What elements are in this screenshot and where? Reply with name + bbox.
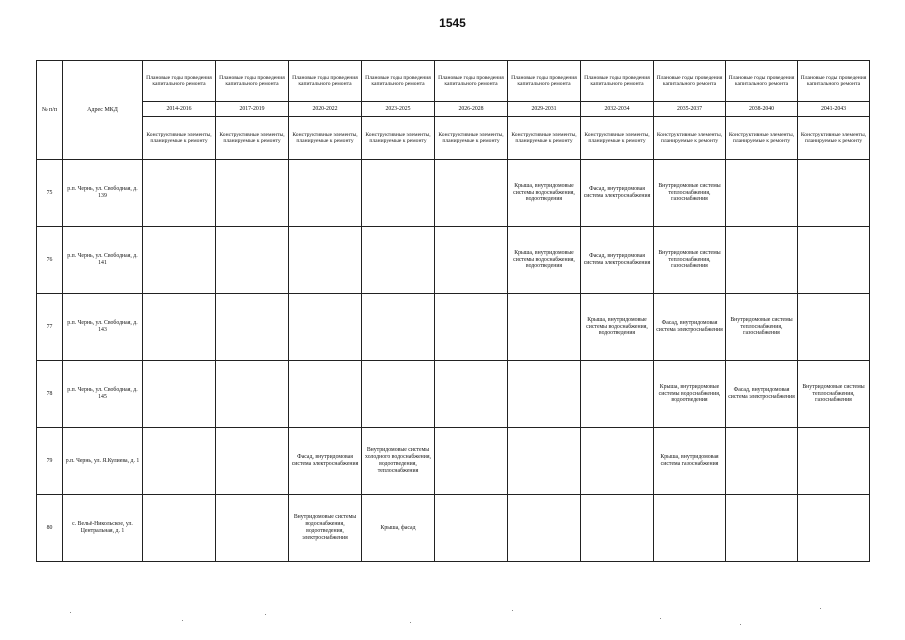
repair-elements-cell — [726, 160, 798, 227]
column-header-period: 2014-2016 — [143, 102, 216, 117]
repair-elements-cell: Фасад, внутридомовая система электроснабжения — [726, 361, 798, 428]
repair-elements-cell — [581, 495, 654, 562]
repair-elements-cell — [654, 495, 726, 562]
column-header-period: 2017-2019 — [216, 102, 289, 117]
repair-elements-cell — [581, 361, 654, 428]
repair-elements-cell — [435, 294, 508, 361]
column-header-planned-years: Плановые годы проведения капитального ремонта — [654, 61, 726, 102]
column-header-planned-years: Плановые годы проведения капитального ремонта — [362, 61, 435, 102]
column-header-elements: Конструктивные элементы, планируемые к ремонту — [508, 117, 581, 160]
column-header-planned-years: Плановые годы проведения капитального ремонта — [143, 61, 216, 102]
repair-schedule-table — [36, 60, 870, 562]
repair-elements-cell — [435, 227, 508, 294]
repair-elements-cell — [216, 227, 289, 294]
repair-elements-cell: Крыша, внутридомовые системы водоснабжения, водоотведения — [508, 227, 581, 294]
column-header-planned-years: Плановые годы проведения капитального ремонта — [216, 61, 289, 102]
column-header-period: 2026-2028 — [435, 102, 508, 117]
repair-elements-cell — [435, 428, 508, 495]
column-header-period: 2038-2040 — [726, 102, 798, 117]
scan-specks — [0, 600, 905, 630]
column-header-elements: Конструктивные элементы, планируемые к ремонту — [216, 117, 289, 160]
column-header-elements: Конструктивные элементы, планируемые к ремонту — [435, 117, 508, 160]
repair-elements-cell — [216, 495, 289, 562]
repair-elements-cell: Фасад, внутридомовая система электроснабжения — [581, 227, 654, 294]
repair-elements-cell — [435, 495, 508, 562]
column-header-planned-years: Плановые годы проведения капитального ремонта — [435, 61, 508, 102]
repair-elements-cell — [143, 428, 216, 495]
repair-elements-cell — [726, 227, 798, 294]
column-header-number: № п/п — [37, 61, 63, 160]
table-row — [37, 428, 870, 495]
repair-elements-cell: Фасад, внутридомовая система электроснабжения — [289, 428, 362, 495]
row-number: 76 — [37, 227, 63, 294]
column-header-elements: Конструктивные элементы, планируемые к ремонту — [798, 117, 870, 160]
repair-elements-cell — [289, 361, 362, 428]
row-number: 77 — [37, 294, 63, 361]
repair-elements-cell: Фасад, внутридомовая система электроснабжения — [581, 160, 654, 227]
row-address: р.п. Чернь, ул. Я.Кулиева, д. 1 — [63, 428, 143, 495]
repair-elements-cell — [143, 227, 216, 294]
table-body — [37, 160, 870, 562]
row-address: р.п. Чернь, ул. Свободная, д. 141 — [63, 227, 143, 294]
repair-elements-cell: Фасад, внутридомовая система электроснабжения — [654, 294, 726, 361]
repair-elements-cell — [726, 495, 798, 562]
repair-elements-cell — [798, 160, 870, 227]
column-header-elements: Конструктивные элементы, планируемые к ремонту — [143, 117, 216, 160]
column-header-elements: Конструктивные элементы, планируемые к ремонту — [726, 117, 798, 160]
repair-elements-cell — [143, 160, 216, 227]
repair-elements-cell — [216, 361, 289, 428]
repair-elements-cell — [362, 227, 435, 294]
column-header-elements: Конструктивные элементы, планируемые к ремонту — [362, 117, 435, 160]
repair-elements-cell: Крыша, фасад — [362, 495, 435, 562]
repair-elements-cell — [798, 495, 870, 562]
page-number: 1545 — [439, 16, 466, 30]
row-number: 78 — [37, 361, 63, 428]
row-address: с. Вельё-Никольское, ул. Центральная, д. 1 — [63, 495, 143, 562]
column-header-planned-years: Плановые годы проведения капитального ремонта — [289, 61, 362, 102]
repair-elements-cell — [216, 160, 289, 227]
row-number: 80 — [37, 495, 63, 562]
repair-elements-cell — [143, 495, 216, 562]
repair-elements-cell — [508, 294, 581, 361]
repair-elements-cell — [143, 294, 216, 361]
repair-elements-cell — [798, 428, 870, 495]
repair-elements-cell — [289, 160, 362, 227]
repair-elements-cell — [362, 160, 435, 227]
repair-elements-cell — [798, 227, 870, 294]
table-row — [37, 361, 870, 428]
column-header-planned-years: Плановые годы проведения капитального ремонта — [508, 61, 581, 102]
repair-elements-cell: Крыша, внутридомовые системы водоснабжения, водоотведения — [508, 160, 581, 227]
repair-elements-cell — [435, 361, 508, 428]
repair-elements-cell — [362, 294, 435, 361]
repair-elements-cell — [216, 428, 289, 495]
table-row — [37, 495, 870, 562]
repair-elements-cell — [726, 428, 798, 495]
repair-elements-cell: Внутридомовые системы теплоснабжения, газоснабжения — [654, 227, 726, 294]
column-header-period: 2032-2034 — [581, 102, 654, 117]
column-header-period: 2023-2025 — [362, 102, 435, 117]
row-address: р.п. Чернь, ул. Свободная, д. 139 — [63, 160, 143, 227]
repair-elements-cell — [581, 428, 654, 495]
column-header-address: Адрес МКД — [63, 61, 143, 160]
repair-elements-cell — [143, 361, 216, 428]
column-header-planned-years: Плановые годы проведения капитального ремонта — [726, 61, 798, 102]
repair-elements-cell — [362, 361, 435, 428]
column-header-planned-years: Плановые годы проведения капитального ремонта — [798, 61, 870, 102]
table-row — [37, 160, 870, 227]
repair-elements-cell: Внутридомовые системы водоснабжения, водоотведения, электроснабжения — [289, 495, 362, 562]
row-number: 79 — [37, 428, 63, 495]
column-header-planned-years: Плановые годы проведения капитального ремонта — [581, 61, 654, 102]
repair-elements-cell: Крыша, внутридомовые системы водоснабжения, водоотведения — [581, 294, 654, 361]
repair-elements-cell: Внутридомовые системы холодного водоснабжения, водоотведения, теплоснабжения — [362, 428, 435, 495]
column-header-elements: Конструктивные элементы, планируемые к ремонту — [289, 117, 362, 160]
repair-elements-cell — [508, 495, 581, 562]
column-header-elements: Конструктивные элементы, планируемые к ремонту — [581, 117, 654, 160]
repair-elements-cell: Внутридомовые системы теплоснабжения, газоснабжения — [798, 361, 870, 428]
repair-elements-cell — [435, 160, 508, 227]
repair-elements-cell — [216, 294, 289, 361]
row-address: р.п. Чернь, ул. Свободная, д. 145 — [63, 361, 143, 428]
column-header-period: 2029-2031 — [508, 102, 581, 117]
repair-elements-cell: Внутридомовые системы теплоснабжения, газоснабжения — [654, 160, 726, 227]
table-header — [37, 61, 870, 160]
table-row — [37, 227, 870, 294]
column-header-period: 2035-2037 — [654, 102, 726, 117]
table-row — [37, 294, 870, 361]
repair-elements-cell — [508, 428, 581, 495]
row-address: р.п. Чернь, ул. Свободная, д. 143 — [63, 294, 143, 361]
repair-elements-cell: Крыша, внутридомовые системы водоснабжения, водоотведения — [654, 361, 726, 428]
column-header-period: 2020-2022 — [289, 102, 362, 117]
repair-elements-cell — [289, 294, 362, 361]
repair-elements-cell — [798, 294, 870, 361]
column-header-elements: Конструктивные элементы, планируемые к ремонту — [654, 117, 726, 160]
column-header-period: 2041-2043 — [798, 102, 870, 117]
repair-elements-cell: Внутридомовые системы теплоснабжения, газоснабжения — [726, 294, 798, 361]
repair-elements-cell: Крыша, внутридомовая система газоснабжения — [654, 428, 726, 495]
row-number: 75 — [37, 160, 63, 227]
repair-elements-cell — [508, 361, 581, 428]
repair-elements-cell — [289, 227, 362, 294]
